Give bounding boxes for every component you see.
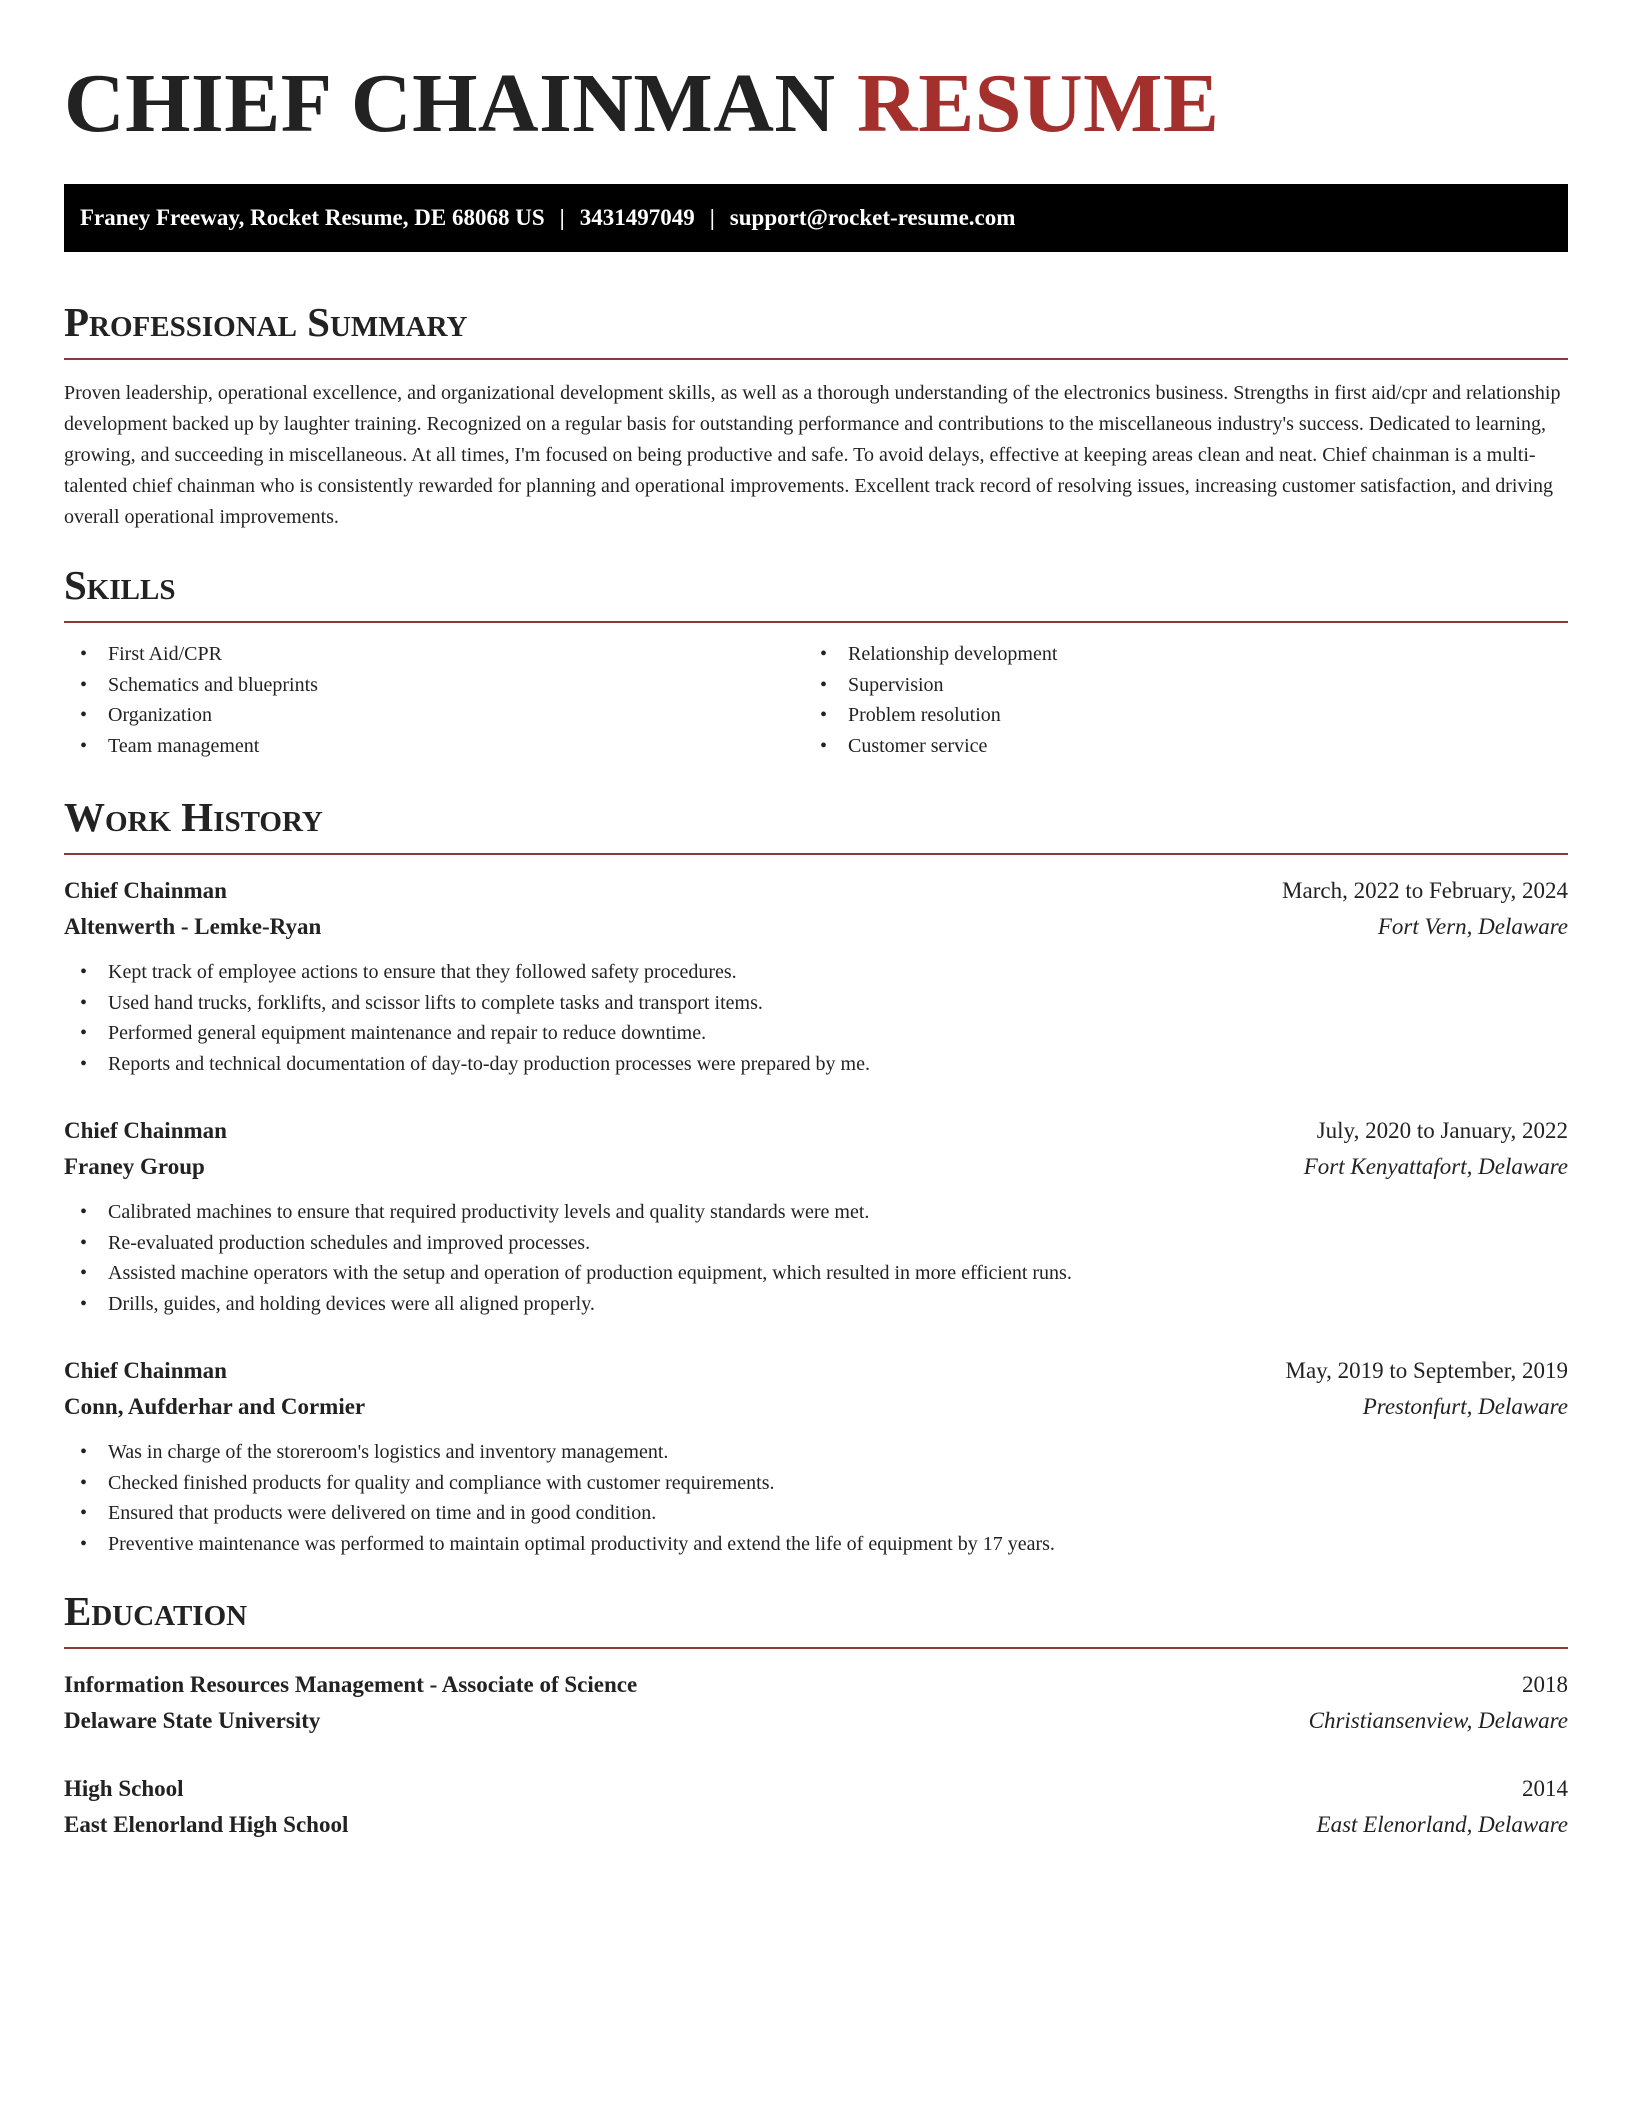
resume-title: [64, 0, 1568, 152]
education-degree: Information Resources Management - Associate of Science: [64, 1672, 638, 1697]
education-year: 2014: [1522, 1776, 1568, 1801]
job-duties: [64, 957, 1568, 1079]
section-heading-summary: Professional Summary: [64, 296, 1568, 360]
job-duty: • Preventive maintenance was performed to maintain optimal productivity and extend the life of equipment by 17 years.: [64, 1529, 1568, 1560]
education-entry: [64, 1667, 1568, 1739]
job-location: Fort Vern, Delaware: [1377, 914, 1568, 939]
job-duties: [64, 1437, 1568, 1559]
education-school: Delaware State University: [64, 1708, 321, 1733]
job-duty: • Kept track of employee actions to ensure that they followed safety procedures.: [64, 957, 1568, 988]
job-duty: • Ensured that products were delivered on time and in good condition.: [64, 1498, 1568, 1529]
skill-item: • Team management: [64, 731, 804, 762]
job-company: Conn, Aufderhar and Cormier: [64, 1394, 366, 1419]
job-duty: • Checked finished products for quality and compliance with customer requirements.: [64, 1468, 1568, 1499]
job-duties: [64, 1197, 1568, 1319]
job-title: Chief Chainman: [64, 1358, 227, 1383]
job-entry: [64, 1353, 1568, 1559]
skill-item: • Schematics and blueprints: [64, 670, 804, 701]
job-entry: [64, 873, 1568, 1079]
job-duty: • Performed general equipment maintenance and repair to reduce downtime.: [64, 1018, 1568, 1049]
contact-separator: |: [709, 205, 715, 230]
section-heading-education: Education: [64, 1585, 1568, 1649]
skill-item: • First Aid/CPR: [64, 639, 804, 670]
skill-item: • Organization: [64, 700, 804, 731]
contact-address: Franey Freeway, Rocket Resume, DE 68068 US: [80, 205, 545, 230]
education-year: 2018: [1522, 1672, 1568, 1697]
education-degree: High School: [64, 1776, 184, 1801]
education-location: East Elenorland, Delaware: [1316, 1812, 1568, 1837]
skills-column-right: [804, 639, 1544, 761]
job-duty: • Was in charge of the storeroom's logistics and inventory management.: [64, 1437, 1568, 1468]
contact-separator: |: [559, 205, 565, 230]
job-dates: March, 2022 to February, 2024: [1282, 878, 1568, 903]
skill-item: • Supervision: [804, 670, 1544, 701]
contact-email: support@rocket-resume.com: [729, 205, 1016, 230]
job-duty: • Drills, guides, and holding devices were all aligned properly.: [64, 1289, 1568, 1320]
job-duty: • Used hand trucks, forklifts, and scissor lifts to complete tasks and transport items.: [64, 988, 1568, 1019]
skills-list: [64, 639, 1568, 761]
job-duty: • Re-evaluated production schedules and improved processes.: [64, 1228, 1568, 1259]
contact-phone: 3431497049: [579, 205, 695, 230]
job-duty: • Reports and technical documentation of day-to-day production processes were prepared by me.: [64, 1049, 1568, 1080]
job-dates: July, 2020 to January, 2022: [1316, 1118, 1568, 1143]
job-location: Fort Kenyattafort, Delaware: [1303, 1154, 1568, 1179]
job-company: Franey Group: [64, 1154, 205, 1179]
job-entry: [64, 1113, 1568, 1319]
education-school: East Elenorland High School: [64, 1812, 349, 1837]
job-company: Altenwerth - Lemke-Ryan: [64, 914, 322, 939]
job-location: Prestonfurt, Delaware: [1362, 1394, 1568, 1419]
job-title: Chief Chainman: [64, 1118, 227, 1143]
resume-page: [64, 0, 1568, 1843]
job-dates: May, 2019 to September, 2019: [1285, 1358, 1568, 1383]
job-duty: • Assisted machine operators with the setup and operation of production equipment, which resulted in more efficient runs.: [64, 1258, 1568, 1289]
title-job: CHIEF CHAINMAN: [64, 57, 836, 150]
skill-item: • Relationship development: [804, 639, 1544, 670]
job-duty: • Calibrated machines to ensure that required productivity levels and quality standards were met.: [64, 1197, 1568, 1228]
skill-item: • Customer service: [804, 731, 1544, 762]
education-entry: [64, 1771, 1568, 1843]
title-resume: RESUME: [857, 57, 1220, 150]
skill-item: • Problem resolution: [804, 700, 1544, 731]
section-heading-work-history: Work History: [64, 791, 1568, 855]
skills-column-left: [64, 639, 804, 761]
summary-text: Proven leadership, operational excellence, and organizational development skills, as well as a thorough understanding of the electronics business. Strengths in first aid/cpr and relationship development backed up by laughter training. Recognized on a regular basis for outstanding performance and contributions to the miscellaneous industry's success. Dedicated to learning, growing, and succeeding in miscellaneous. At all times, I'm focused on being productive and safe. To avoid delays, effective at keeping areas clean and neat. Chief chainman is a multi-talented chief chainman who is consistently rewarded for planning and operational improvements. Excellent track record of resolving issues, increasing customer satisfaction, and driving overall operational improvements.: [64, 382, 1561, 528]
section-heading-skills: Skills: [64, 559, 1568, 623]
education-location: Christiansenview, Delaware: [1308, 1708, 1568, 1733]
job-title: Chief Chainman: [64, 878, 227, 903]
contact-bar: [64, 184, 1568, 252]
